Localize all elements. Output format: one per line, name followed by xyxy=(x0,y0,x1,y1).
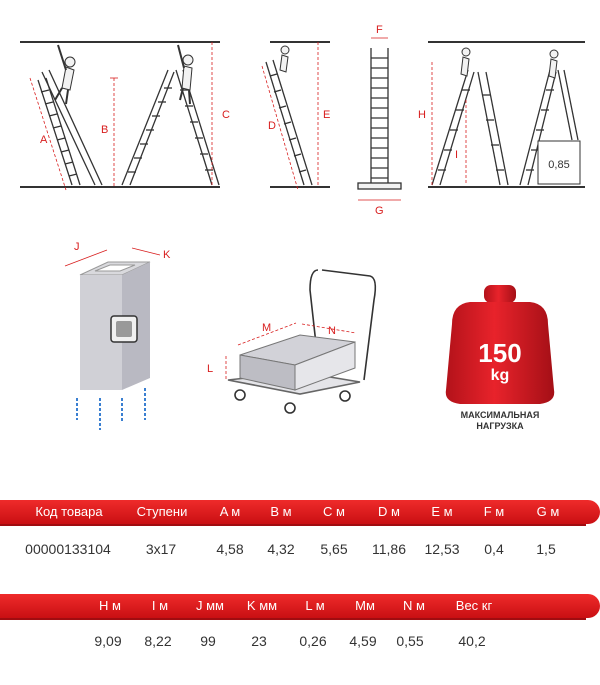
svg-text:L: L xyxy=(207,363,214,375)
svg-text:I: I xyxy=(455,149,459,161)
value-code: 00000133104 xyxy=(25,541,111,557)
worker-figure-4 xyxy=(461,48,558,78)
value-c: 5,65 xyxy=(320,541,348,557)
dimension-n xyxy=(302,324,356,337)
svg-text:E: E xyxy=(323,109,331,121)
header-code: Код товара xyxy=(35,504,103,519)
floor-ceiling-lines xyxy=(20,42,585,187)
header-l: L м xyxy=(305,598,325,613)
header-i: I м xyxy=(151,598,169,613)
value-weight: 40,2 xyxy=(458,633,486,649)
header-m: Mм xyxy=(355,598,375,613)
value-d: 11,86 xyxy=(372,541,406,557)
dimension-l xyxy=(207,356,226,380)
value-j: 99 xyxy=(200,633,216,649)
worker-figure-3 xyxy=(280,46,289,72)
header-g: G м xyxy=(536,504,560,519)
volume-box xyxy=(538,141,580,184)
dimension-i xyxy=(455,100,466,185)
dimension-b xyxy=(101,78,118,187)
svg-text:D: D xyxy=(268,120,276,132)
header-c: C м xyxy=(323,504,345,519)
value-steps: 3x17 xyxy=(145,541,177,557)
dimension-k xyxy=(132,248,171,261)
svg-text:H: H xyxy=(418,109,426,121)
trolley xyxy=(228,270,375,413)
header-n: N м xyxy=(403,598,425,613)
header-e: E м xyxy=(431,504,453,519)
svg-text:K: K xyxy=(163,249,171,261)
max-load-label-line2: НАГРУЗКА xyxy=(476,421,524,431)
value-b: 4,32 xyxy=(267,541,295,557)
svg-text:0,85: 0,85 xyxy=(548,159,570,171)
svg-text:C: C xyxy=(222,109,230,121)
value-n: 0,55 xyxy=(396,633,424,649)
value-h: 9,09 xyxy=(94,633,122,649)
dimension-h xyxy=(418,62,432,185)
svg-text:M: M xyxy=(262,322,272,334)
value-f: 0,4 xyxy=(484,541,504,557)
value-a: 4,58 xyxy=(216,541,244,557)
header-k: K мм xyxy=(246,598,278,613)
max-load-label-line1: МАКСИМАЛЬНАЯ xyxy=(460,410,540,420)
dimension-f xyxy=(371,24,388,38)
header-a: A м xyxy=(219,504,241,519)
dimension-c xyxy=(212,42,230,187)
value-i: 8,22 xyxy=(144,633,172,649)
value-m: 4,59 xyxy=(349,633,377,649)
header-weight: Вес кг xyxy=(455,598,493,613)
value-g: 1,5 xyxy=(536,541,556,557)
svg-text:B: B xyxy=(101,124,109,136)
value-e: 12,53 xyxy=(424,541,460,557)
svg-text:G: G xyxy=(375,205,384,217)
max-load-unit: kg xyxy=(490,367,510,384)
spec-table-1-header xyxy=(0,500,600,524)
ladder-front-view xyxy=(358,48,401,189)
max-load-number: 150 xyxy=(478,338,522,368)
header-j: J мм xyxy=(196,598,224,613)
dimension-g xyxy=(358,200,401,217)
svg-text:J: J xyxy=(74,241,80,253)
worker-figure-1 xyxy=(55,45,75,104)
header-d: D м xyxy=(378,504,400,519)
value-l: 0,26 xyxy=(299,633,327,649)
max-load-value xyxy=(450,338,550,385)
header-steps: Ступени xyxy=(136,504,188,519)
svg-text:N: N xyxy=(328,325,336,337)
value-k: 23 xyxy=(251,633,267,649)
profile-section xyxy=(77,262,150,430)
dimension-j xyxy=(65,241,107,266)
header-f: F м xyxy=(483,504,505,519)
dimension-e xyxy=(318,42,330,187)
spec-table-2-header xyxy=(0,594,600,618)
svg-text:A: A xyxy=(40,134,48,146)
svg-text:F: F xyxy=(376,24,383,36)
header-b: B м xyxy=(270,504,292,519)
max-load-label xyxy=(440,410,560,432)
a-frame-ladder xyxy=(122,70,219,185)
header-h: H м xyxy=(99,598,121,613)
